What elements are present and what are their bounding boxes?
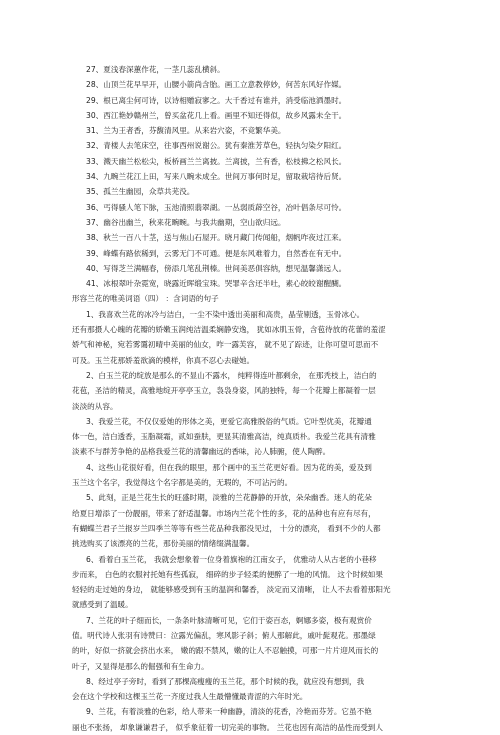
text-line: 步而来， 白色的衣服衬托她有些孤寂， 细碎的步子轻柔的便醉了一地的风情。 这个时候如果 (72, 569, 383, 579)
text-line: 41、冰根翠叶杂霓宽，晓露近晖缎宝珠。哭罪辛含还半吐，素心皎皎谢醒醐。 (86, 279, 347, 289)
text-line: 淡淡的从容。 (72, 401, 118, 411)
text-line: 娇气和神秘，宛若雾霭初晴中美丽的仙女，咋一露芙容， 就不见了踪迹，让你可望可思而不 (72, 340, 379, 350)
text-line: 有蝴蝶兰君子兰报岁兰四季兰等等有些兰花品种我都没见过， 十分的漂亮， 看到不少的人都 (72, 523, 381, 533)
text-line: 可及。玉兰花那娇羞欲滴的模样，你真不忍心去碰她。 (72, 355, 255, 365)
text-line: 31、兰为王者香，芬馥清风里。从来岩穴姿，不竞繁华美。 (86, 126, 286, 136)
text-line: 1、我喜欢兰花的冰冷与洁白，一尘不染中透出美丽和高贵，晶莹剔透，玉骨冰心。 (86, 309, 365, 319)
text-line: 35、孤兰生幽园，众草共芜没。 (86, 187, 195, 197)
text-line: 30、西江艳妙赣州兰，曾买盆花几上看。画里不知还得似，故乡风露未全干。 (86, 110, 347, 120)
text-line: 体一色，洁白透香，玉脂凝霜，贰如蚕肤，更显其清雅高洁，纯真质朴。我爱兰花具有清雅 (72, 432, 376, 442)
text-line: 的叶，好似一挤就会挤出水来， 嫩的跟不禁风，嫩的让人不忍触摸，可那一片片迎风而长的 (72, 646, 379, 656)
text-line: 挑选购买了该漂亮的兰花，那份美丽的情绪缀满温馨。 (72, 539, 255, 549)
text-line: 轻轻的走过她的身边， 就能够感受到有玉的温润和馨香， 淡定而又清晰， 让人不去看着那阳光 (72, 585, 391, 595)
section-heading: 形容兰花的唯美词语（四） ：含词语的句子 (72, 294, 219, 304)
text-line: 给夏日增添了一份靓丽，带来了舒适温馨。市场内兰花个性的多，花的品种也有应有尽有， (72, 508, 376, 518)
text-line: 32、青楼人去笔床空，往事西州说谢公。犹有秦淮芳草色，轻执匀染夕阳红。 (86, 141, 347, 151)
text-line: 淡素不与群芳争艳的品格我爱兰花的清馨幽远的香味，沁人肺腑，使人陶醉。 (72, 447, 331, 457)
text-line: 39、峰蝶有路依稀到，云雾无门不可通。便是东风难着力，自然香在有无中。 (86, 248, 347, 258)
text-line: 29、根已离尘何可诗，以诗相赠寂寥之。大千香过有谁并，消受临池洒墨时。 (86, 95, 347, 105)
text-line: 丽也不张扬， 却象谦谦君子， 似乎象征着一切完美的事物。 兰花也因有高洁的品性而受到人 (72, 722, 383, 732)
text-line: 就感受到了温暖。 (72, 600, 133, 610)
text-line: 7、兰花的叶子细而长，一条条叶脉清晰可见，它们于姿百态，婀娜多姿，极有观赏价 (86, 615, 372, 625)
document-body (72, 62, 472, 735)
text-line: 花苞，圣洁的精灵，高雅地绽开亭亭玉立，袅袅身姿，风韵独特，每一个花瓣上都凝着一层 (72, 386, 376, 396)
text-line: 玉兰这个名字，我觉得这个名字都是美的，无瑕的，不可沾污的。 (72, 478, 293, 488)
text-line: 9、兰花，有着淡雅的色彩，给人带来一种幽静，清淡的花香，冷艳而芬芳。它虽不艳 (86, 707, 372, 717)
text-line: 5、此刻，正是兰花生长的旺盛时期，淡雅的兰花静静的开放，朵朵幽香。迷人的花朵 (86, 493, 372, 503)
text-line: 33、溅天幽兰松松尖，板桥画兰兰离披。兰离披，兰有香，松枝拂之松风长。 (86, 156, 347, 166)
text-line: 37、幽谷出幽兰，秋来花畹畹。与我共幽期，空山欲归远。 (86, 217, 286, 227)
text-line: 34、九畹兰花江上田，写来八畹未成全。世间万事何时足，留取栽培待后贤。 (86, 172, 347, 182)
text-line: 3、我爱兰花，不仅仅爱她的形体之美，更爱它高雅脱俗的气质。它叶型优美，花瓣通 (86, 416, 372, 426)
text-line: 28、山顶兰花早早开，山腰小箭尚含胎。画工立意教停妙，何苦东风好作媒。 (86, 80, 347, 90)
text-line: 2、白玉兰花的绽放是那么的不显山不露水， 纯粹得连叶都剩余， 在那秃枝上，洁白的 (86, 370, 377, 380)
text-line: 6、看着白玉兰花， 我就会想象着一位身着旗袍的江南女子， 优雅动人从古老的小巷移 (86, 554, 377, 564)
text-line: 38、秋兰一百八十茎，送与焦山石屋开。晓月藏门传闻船，烟帆咋夜过江来。 (86, 233, 347, 243)
text-line: 27、夏浅春深蕙作花，一茎几蕊乱横斜。 (86, 65, 225, 74)
text-line: 叶子，又显得是那么的倔强和有生命力。 (72, 661, 209, 671)
text-line: 会在这个学校和这棵玉兰花一齐度过我人生最懵懂最青涩的六年时光。 (72, 692, 308, 702)
text-line: 36、丐得骚人笔下脉，玉池清照翡翠湖。一丛弱质薜空谷，冶叶倡条尽可怜。 (86, 202, 347, 212)
text-line: 8、经过亭子旁时，看到了那棵高瘦瘦的玉兰花，那个时候的我，就应没有想到，我 (86, 676, 365, 686)
text-line: 4、这些山花很好看，但在我的眼里，那个画中的玉兰花更好看。因为花的美，爱及到 (86, 462, 372, 472)
text-line: 还有那摄人心魄的花瓣的娇嫩玉润纯洁温柔娴静安逸， 犹如冰肌玉骨，含苞待放的花蕾的羞涩 (72, 325, 386, 335)
text-line: 值。明代诗人张羽有诗赞曰：泣露光偏乱，寒风影子斜；俯人那解此，戚叶髭观花。那墨绿 (72, 630, 376, 640)
text-line: 40、写得芝兰满幅春，傍添几笔乱荆榛。世间美恶俱容纳，想见温馨潇远人。 (86, 263, 347, 273)
